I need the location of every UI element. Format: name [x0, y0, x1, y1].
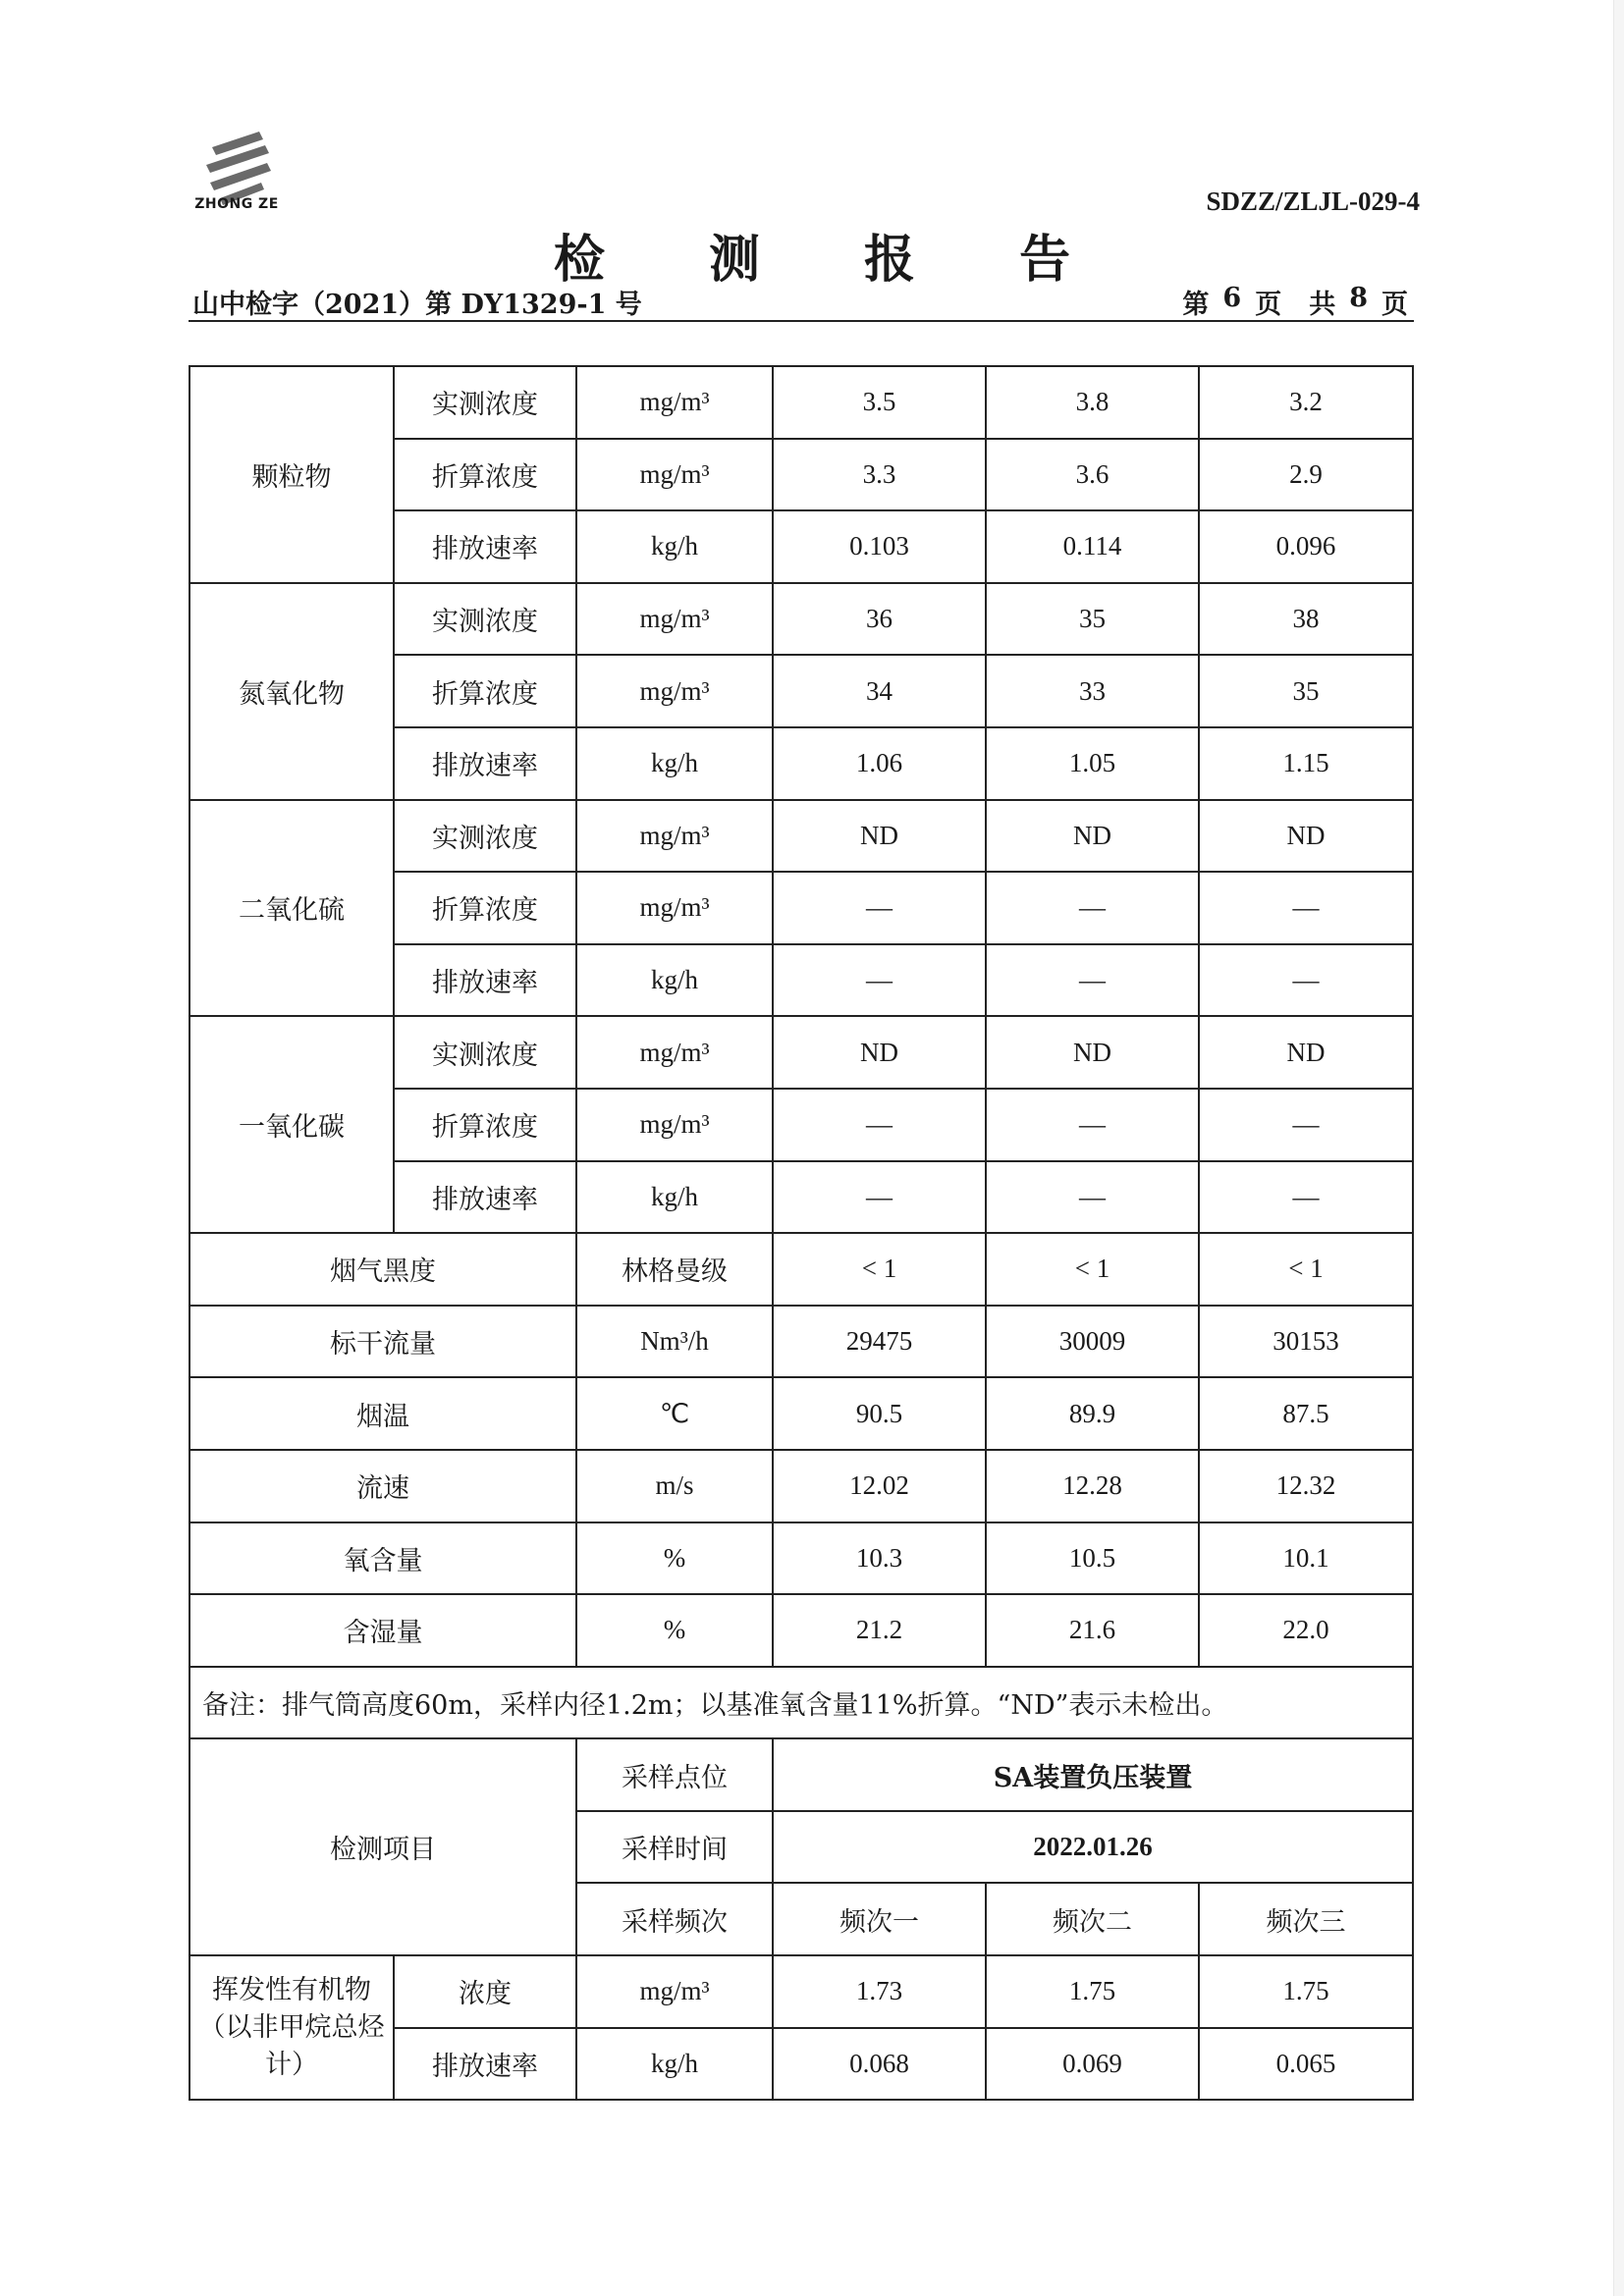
unit-cell: mg/m³ — [576, 1089, 773, 1161]
table-row — [189, 800, 1413, 873]
metric-cell: 排放速率 — [394, 510, 576, 583]
value-cell: — — [773, 1161, 986, 1234]
report-number: 山中检字（2021）第 DY1329-1 号 — [192, 290, 642, 320]
metric-cell: 排放速率 — [394, 1161, 576, 1234]
sampling-point-value: SA装置负压装置 — [773, 1738, 1413, 1811]
pollutant-name: 二氧化硫 — [189, 800, 394, 1017]
value-cell: — — [773, 1089, 986, 1161]
unit-cell: kg/h — [576, 2028, 773, 2101]
page-label: 第 — [1182, 290, 1210, 320]
sampling-point-label: 采样点位 — [576, 1738, 773, 1811]
value-cell: — — [986, 1161, 1199, 1234]
metric-cell: 折算浓度 — [394, 872, 576, 944]
value-cell: — — [1199, 1089, 1413, 1161]
value-cell: — — [1199, 1161, 1413, 1234]
table-row — [189, 1233, 1413, 1306]
unit-cell: mg/m³ — [576, 366, 773, 439]
value-cell: — — [1199, 872, 1413, 944]
metric-cell: 折算浓度 — [394, 439, 576, 511]
value-cell: 1.05 — [986, 727, 1199, 800]
note-text: 备注：排气筒高度60m，采样内径1.2m；以基准氧含量11%折算。“ND”表示未检出。 — [189, 1667, 1413, 1739]
unit-cell: kg/h — [576, 510, 773, 583]
value-cell: 12.32 — [1199, 1450, 1413, 1522]
unit-cell: mg/m³ — [576, 872, 773, 944]
metric-cell: 排放速率 — [394, 727, 576, 800]
unit-cell: % — [576, 1594, 773, 1667]
page-current: 6 — [1222, 283, 1242, 313]
table-row — [189, 1522, 1413, 1595]
metric-cell: 浓度 — [394, 1955, 576, 2028]
frequency-cell: 频次三 — [1199, 1883, 1413, 1955]
value-cell: 38 — [1199, 583, 1413, 656]
unit-cell: % — [576, 1522, 773, 1595]
value-cell: ND — [773, 1016, 986, 1089]
value-cell: — — [1199, 944, 1413, 1017]
value-cell: < 1 — [773, 1233, 986, 1306]
page-label: 页 — [1255, 290, 1282, 320]
table-row — [189, 1667, 1413, 1739]
value-cell: — — [986, 1089, 1199, 1161]
value-cell: 1.75 — [986, 1955, 1199, 2028]
unit-cell: mg/m³ — [576, 583, 773, 656]
unit-cell: mg/m³ — [576, 1016, 773, 1089]
metric-cell: 实测浓度 — [394, 583, 576, 656]
metric-cell: 实测浓度 — [394, 800, 576, 873]
unit-cell: kg/h — [576, 1161, 773, 1234]
value-cell: 1.06 — [773, 727, 986, 800]
value-cell: 1.73 — [773, 1955, 986, 2028]
frequency-cell: 频次一 — [773, 1883, 986, 1955]
value-cell: 0.065 — [1199, 2028, 1413, 2101]
unit-cell: m/s — [576, 1450, 773, 1522]
value-cell: 87.5 — [1199, 1377, 1413, 1450]
metric-cell: 排放速率 — [394, 2028, 576, 2101]
logo-text: ZHONG ZE — [194, 196, 279, 212]
value-cell: 10.5 — [986, 1522, 1199, 1595]
value-cell: ND — [986, 1016, 1199, 1089]
table-row — [189, 1450, 1413, 1522]
parameter-name: 流速 — [189, 1450, 576, 1522]
sampling-time-label: 采样时间 — [576, 1811, 773, 1884]
unit-cell: mg/m³ — [576, 655, 773, 727]
unit-cell: mg/m³ — [576, 439, 773, 511]
value-cell: 29475 — [773, 1306, 986, 1378]
pollutant-name: 颗粒物 — [189, 366, 394, 583]
metric-cell: 折算浓度 — [394, 655, 576, 727]
table-row — [189, 1377, 1413, 1450]
table-row — [189, 1306, 1413, 1378]
scan-edge — [1613, 0, 1624, 2296]
parameter-name: 氧含量 — [189, 1522, 576, 1595]
value-cell: 0.068 — [773, 2028, 986, 2101]
value-cell: 1.15 — [1199, 727, 1413, 800]
sampling-frequency-label: 采样频次 — [576, 1883, 773, 1955]
page-label: 共 — [1309, 290, 1336, 320]
value-cell: 3.5 — [773, 366, 986, 439]
value-cell: 0.114 — [986, 510, 1199, 583]
value-cell: 0.103 — [773, 510, 986, 583]
parameter-name: 烟温 — [189, 1377, 576, 1450]
page-total: 8 — [1349, 283, 1368, 313]
value-cell: 34 — [773, 655, 986, 727]
unit-cell: 林格曼级 — [576, 1233, 773, 1306]
value-cell: ND — [986, 800, 1199, 873]
value-cell: 0.096 — [1199, 510, 1413, 583]
value-cell: 30009 — [986, 1306, 1199, 1378]
frequency-cell: 频次二 — [986, 1883, 1199, 1955]
value-cell: 90.5 — [773, 1377, 986, 1450]
value-cell: 2.9 — [1199, 439, 1413, 511]
table-row — [189, 1955, 1413, 2028]
value-cell: 1.75 — [1199, 1955, 1413, 2028]
unit-cell: mg/m³ — [576, 800, 773, 873]
value-cell: 12.28 — [986, 1450, 1199, 1522]
pollutant-name: 一氧化碳 — [189, 1016, 394, 1233]
unit-cell: ℃ — [576, 1377, 773, 1450]
value-cell: — — [773, 944, 986, 1017]
value-cell: 10.3 — [773, 1522, 986, 1595]
value-cell: 22.0 — [1199, 1594, 1413, 1667]
unit-cell: kg/h — [576, 727, 773, 800]
value-cell: 33 — [986, 655, 1199, 727]
item-label: 检测项目 — [189, 1738, 576, 1955]
value-cell: 0.069 — [986, 2028, 1199, 2101]
value-cell: — — [773, 872, 986, 944]
report-title: 检 测 报 告 — [553, 230, 1114, 290]
value-cell: < 1 — [1199, 1233, 1413, 1306]
unit-cell: Nm³/h — [576, 1306, 773, 1378]
value-cell: ND — [1199, 1016, 1413, 1089]
pollutant-name: 氮氧化物 — [189, 583, 394, 800]
document-code: SDZZ/ZLJL-029-4 — [1206, 187, 1420, 216]
unit-cell: kg/h — [576, 944, 773, 1017]
metric-cell: 实测浓度 — [394, 366, 576, 439]
value-cell: ND — [1199, 800, 1413, 873]
value-cell: — — [986, 944, 1199, 1017]
table-row — [189, 1594, 1413, 1667]
voc-name: 挥发性有机物（以非甲烷总烃计） — [189, 1955, 394, 2100]
value-cell: 3.3 — [773, 439, 986, 511]
metric-cell: 折算浓度 — [394, 1089, 576, 1161]
header-divider — [189, 320, 1414, 322]
parameter-name: 烟气黑度 — [189, 1233, 576, 1306]
parameter-name: 标干流量 — [189, 1306, 576, 1378]
value-cell: 21.2 — [773, 1594, 986, 1667]
value-cell: 89.9 — [986, 1377, 1199, 1450]
metric-cell: 排放速率 — [394, 944, 576, 1017]
value-cell: 35 — [1199, 655, 1413, 727]
value-cell: < 1 — [986, 1233, 1199, 1306]
parameter-name: 含湿量 — [189, 1594, 576, 1667]
table-row — [189, 366, 1413, 439]
unit-cell: mg/m³ — [576, 1955, 773, 2028]
table-row — [189, 583, 1413, 656]
value-cell: 10.1 — [1199, 1522, 1413, 1595]
results-table — [189, 365, 1414, 2101]
value-cell: 21.6 — [986, 1594, 1199, 1667]
value-cell: — — [986, 872, 1199, 944]
value-cell: 3.2 — [1199, 366, 1413, 439]
value-cell: 35 — [986, 583, 1199, 656]
page-label: 页 — [1381, 290, 1408, 320]
value-cell: 36 — [773, 583, 986, 656]
value-cell: ND — [773, 800, 986, 873]
value-cell: 30153 — [1199, 1306, 1413, 1378]
table-row — [189, 1738, 1413, 1811]
sampling-time-value: 2022.01.26 — [773, 1811, 1413, 1884]
value-cell: 3.8 — [986, 366, 1199, 439]
page-number — [1182, 283, 1408, 321]
value-cell: 3.6 — [986, 439, 1199, 511]
table-row — [189, 1016, 1413, 1089]
metric-cell: 实测浓度 — [394, 1016, 576, 1089]
value-cell: 12.02 — [773, 1450, 986, 1522]
